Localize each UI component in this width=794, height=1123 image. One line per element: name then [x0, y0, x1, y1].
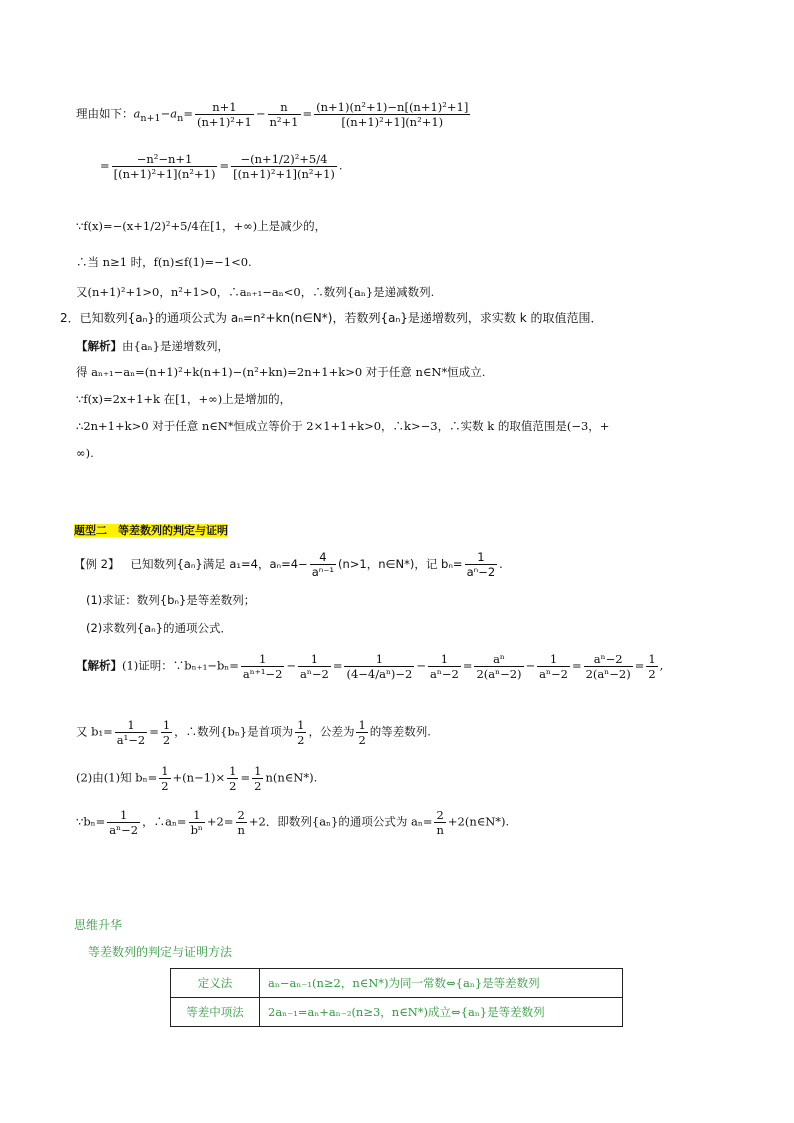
l4e: +2(n∈N*).: [447, 814, 510, 829]
frac: $\frac{\text{aⁿ}}{\text{2(aⁿ−2)}}$: [476, 652, 522, 681]
q2-stem: 2．已知数列{aₙ}的通项公式为 aₙ=n²+kn(n∈N*)，若数列{aₙ}是递增数列，求实数 k 的取值范围．: [60, 311, 603, 325]
frac: $\frac{1}{2}$: [297, 718, 305, 747]
q2-line2: 得 aₙ₊₁−aₙ=(n+1)²+k(n+1)−(n²+kn)=2n+1+k>0 对于任意 n∈N*恒成立.: [76, 365, 486, 379]
example-tag: 【例 2】: [74, 557, 120, 571]
q2-l1: 由{aₙ}是递增数列，: [122, 339, 229, 353]
methods-table: [170, 968, 623, 1027]
frac: $\frac{1}{\text{a¹−2}}$: [116, 718, 146, 747]
q2-solution-line1: [76, 338, 229, 354]
frac: $\frac{1}{2}$: [162, 718, 171, 747]
p1-line3: ∵f(x)=−(x+1/2)²+5/4在[1，+∞)上是减少的，: [76, 219, 327, 233]
stem-a: 已知数列{aₙ}满足 a₁=4，aₙ=4−: [130, 557, 308, 571]
example2-q1: (1)求证：数列{bₙ}是等差数列；: [86, 593, 256, 607]
frac: $\frac{1}{2}$: [229, 764, 237, 793]
frac: $\frac{4}{\text{aⁿ⁻¹}}$: [311, 550, 335, 579]
frac: $\frac{1}{2}$: [254, 764, 262, 793]
method-name: 定义法: [171, 969, 260, 998]
table-row: [171, 969, 623, 998]
frac: $\frac{1}{\text{aⁿ−2}}$: [300, 652, 329, 681]
l3b: +(n−1)×: [172, 770, 226, 785]
p1-line2: = $\frac{\text{−n²−n+1}}{\text{[(n+1)²+1](n²+1)}}$ = $\frac{\text{−(n+1/2)²+5/4}}{\text{[(n+1)²+1](n²+1)}}$ .: [100, 152, 343, 181]
sol-a: (1)证明：∵bₙ₊₁−bₙ=: [122, 658, 239, 673]
l4b: ，∴aₙ=: [142, 814, 187, 829]
frac: $\frac{1}{\text{aⁿ−2}}$: [109, 808, 139, 837]
frac: $\frac{\text{aⁿ−2}}{\text{2(aⁿ−2)}}$: [585, 652, 631, 681]
frac: $\frac{2}{n}$: [436, 808, 444, 837]
frac: $\frac{1}{2}$: [648, 652, 656, 681]
l3a: (2)由(1)知 bₙ=: [76, 770, 158, 785]
frac: $\frac{\text{(n+1)(n²+1)−n[(n+1)²+1]}}{\text{[(n+1)²+1](n²+1)}}$: [316, 100, 469, 129]
summary-title: 思维升华: [74, 918, 123, 932]
frac: $\frac{1}{\text{aⁿ⁺¹−2}}$: [242, 652, 283, 681]
frac: $\frac{1}{2}$: [358, 718, 366, 747]
frac: $\frac{1}{\text{aⁿ−2}}$: [430, 652, 459, 681]
solution-tag: 【解析】: [76, 339, 122, 353]
stem-b: (n>1，n∈N*)，记 bₙ=: [338, 557, 463, 571]
example2-solution-line3: (2)由(1)知 bₙ= $\frac{1}{2}$ +(n−1)× $\frac{1}{2}$ = $\frac{1}{2}$ n(n∈N*).: [76, 764, 318, 793]
example2-stem: 【例 2】 已知数列{aₙ}满足 a₁=4，aₙ=4− $\frac{4}{\text{aⁿ⁻¹}}$ (n>1，n∈N*)，记 bₙ= $\frac{1}{\text{aⁿ−2}}$ .: [74, 550, 503, 579]
example2-solution-line1: 【解析】(1)证明：∵bₙ₊₁−bₙ= $\frac{1}{\text{aⁿ⁺¹−2}}$ − $\frac{1}{\text{aⁿ−2}}$ = $\frac{1}{\text{(4−4/aⁿ)−2}}$ − $\frac{1}{\text{aⁿ−2}}$ = $\frac{\text{aⁿ}}{\text{2(aⁿ−2)}}$ − $\frac{1}{\text{aⁿ−2}}$ = $\frac{\text{aⁿ−2}}{\text{2(aⁿ−2)}}$ = $\frac{1}{2}$ ,: [76, 652, 664, 681]
q2-line5: ∞).: [76, 446, 94, 460]
p1-line5: 又(n+1)²+1>0，n²+1>0，∴aₙ₊₁−aₙ<0，∴数列{aₙ}是递减数列.: [76, 285, 435, 299]
frac: $\frac{\text{−(n+1/2)²+5/4}}{\text{[(n+1)²+1](n²+1)}}$: [233, 152, 335, 181]
l2d: 的等差数列.: [369, 724, 431, 739]
frac: $\frac{1}{\text{aⁿ−2}}$: [466, 550, 496, 579]
method-desc: aₙ−aₙ₋₁(n≥2，n∈N*)为同一常数⇔{aₙ}是等差数列: [260, 969, 623, 998]
method-desc: 2aₙ₋₁=aₙ+aₙ₋₂(n≥3，n∈N*)成立⇔{aₙ}是等差数列: [260, 998, 623, 1027]
method-name: 等差中项法: [171, 998, 260, 1027]
frac: $\frac{n}{\text{n²+1}}$: [269, 100, 299, 129]
example2-solution-line2: 又 b₁= $\frac{1}{\text{a¹−2}}$ = $\frac{1}{2}$ ，∴数列{bₙ}是首项为 $\frac{1}{2}$ ，公差为 $\frac{1}{2}$ 的等差数列.: [76, 718, 431, 747]
l4d: +2．即数列{aₙ}的通项公式为 aₙ=: [248, 814, 433, 829]
frac: $\frac{2}{n}$: [237, 808, 245, 837]
frac: $\frac{1}{\text{bⁿ}}$: [190, 808, 203, 837]
l3c: n(n∈N*).: [265, 770, 318, 785]
table-row: [171, 998, 623, 1027]
p1-prefix: 理由如下：: [76, 106, 134, 121]
l2a: 又 b₁=: [76, 724, 113, 739]
frac: $\frac{1}{\text{aⁿ−2}}$: [539, 652, 568, 681]
l4a: ∵bₙ=: [76, 814, 106, 829]
summary-subtitle: 等差数列的判定与证明方法: [88, 945, 233, 959]
l2b: ，∴数列{bₙ}是首项为: [174, 724, 294, 739]
p1-line1: 理由如下：$a_{n+1}-a_n=$ $\frac{n+1}{\text{(n+1)²+1}}$ − $\frac{n}{\text{n²+1}}$ = $\frac{\text{(n+1)(n²+1)−n[(n+1)²+1]}}{\text{[(n+1)²+1](n²+1)}}$: [76, 100, 469, 129]
frac: $\frac{1}{2}$: [161, 764, 169, 793]
section-title-text: 题型二 等差数列的判定与证明: [74, 524, 228, 537]
example2-solution-line4: [76, 808, 509, 837]
frac: $\frac{n+1}{\text{(n+1)²+1}}$: [196, 100, 252, 129]
frac: $\frac{\text{−n²−n+1}}{\text{[(n+1)²+1](n²+1)}}$: [113, 152, 216, 181]
q2-line3: ∵f(x)=2x+1+k 在[1，+∞)上是增加的，: [76, 392, 292, 406]
l2c: ，公差为: [308, 724, 355, 739]
p1-line4: ∴当 n≥1 时，f(n)≤f(1)=−1<0.: [76, 255, 252, 269]
section-title: [74, 522, 228, 539]
solution-tag: 【解析】: [76, 658, 122, 673]
example2-q2: (2)求数列{aₙ}的通项公式．: [86, 621, 233, 635]
q2-line4: ∴2n+1+k>0 对于任意 n∈N*恒成立等价于 2×1+1+k>0，∴k>−3，∴实数 k 的取值范围是(−3，+: [76, 419, 610, 433]
l4c: +2=: [206, 814, 234, 829]
frac: $\frac{1}{\text{(4−4/aⁿ)−2}}$: [346, 652, 413, 681]
